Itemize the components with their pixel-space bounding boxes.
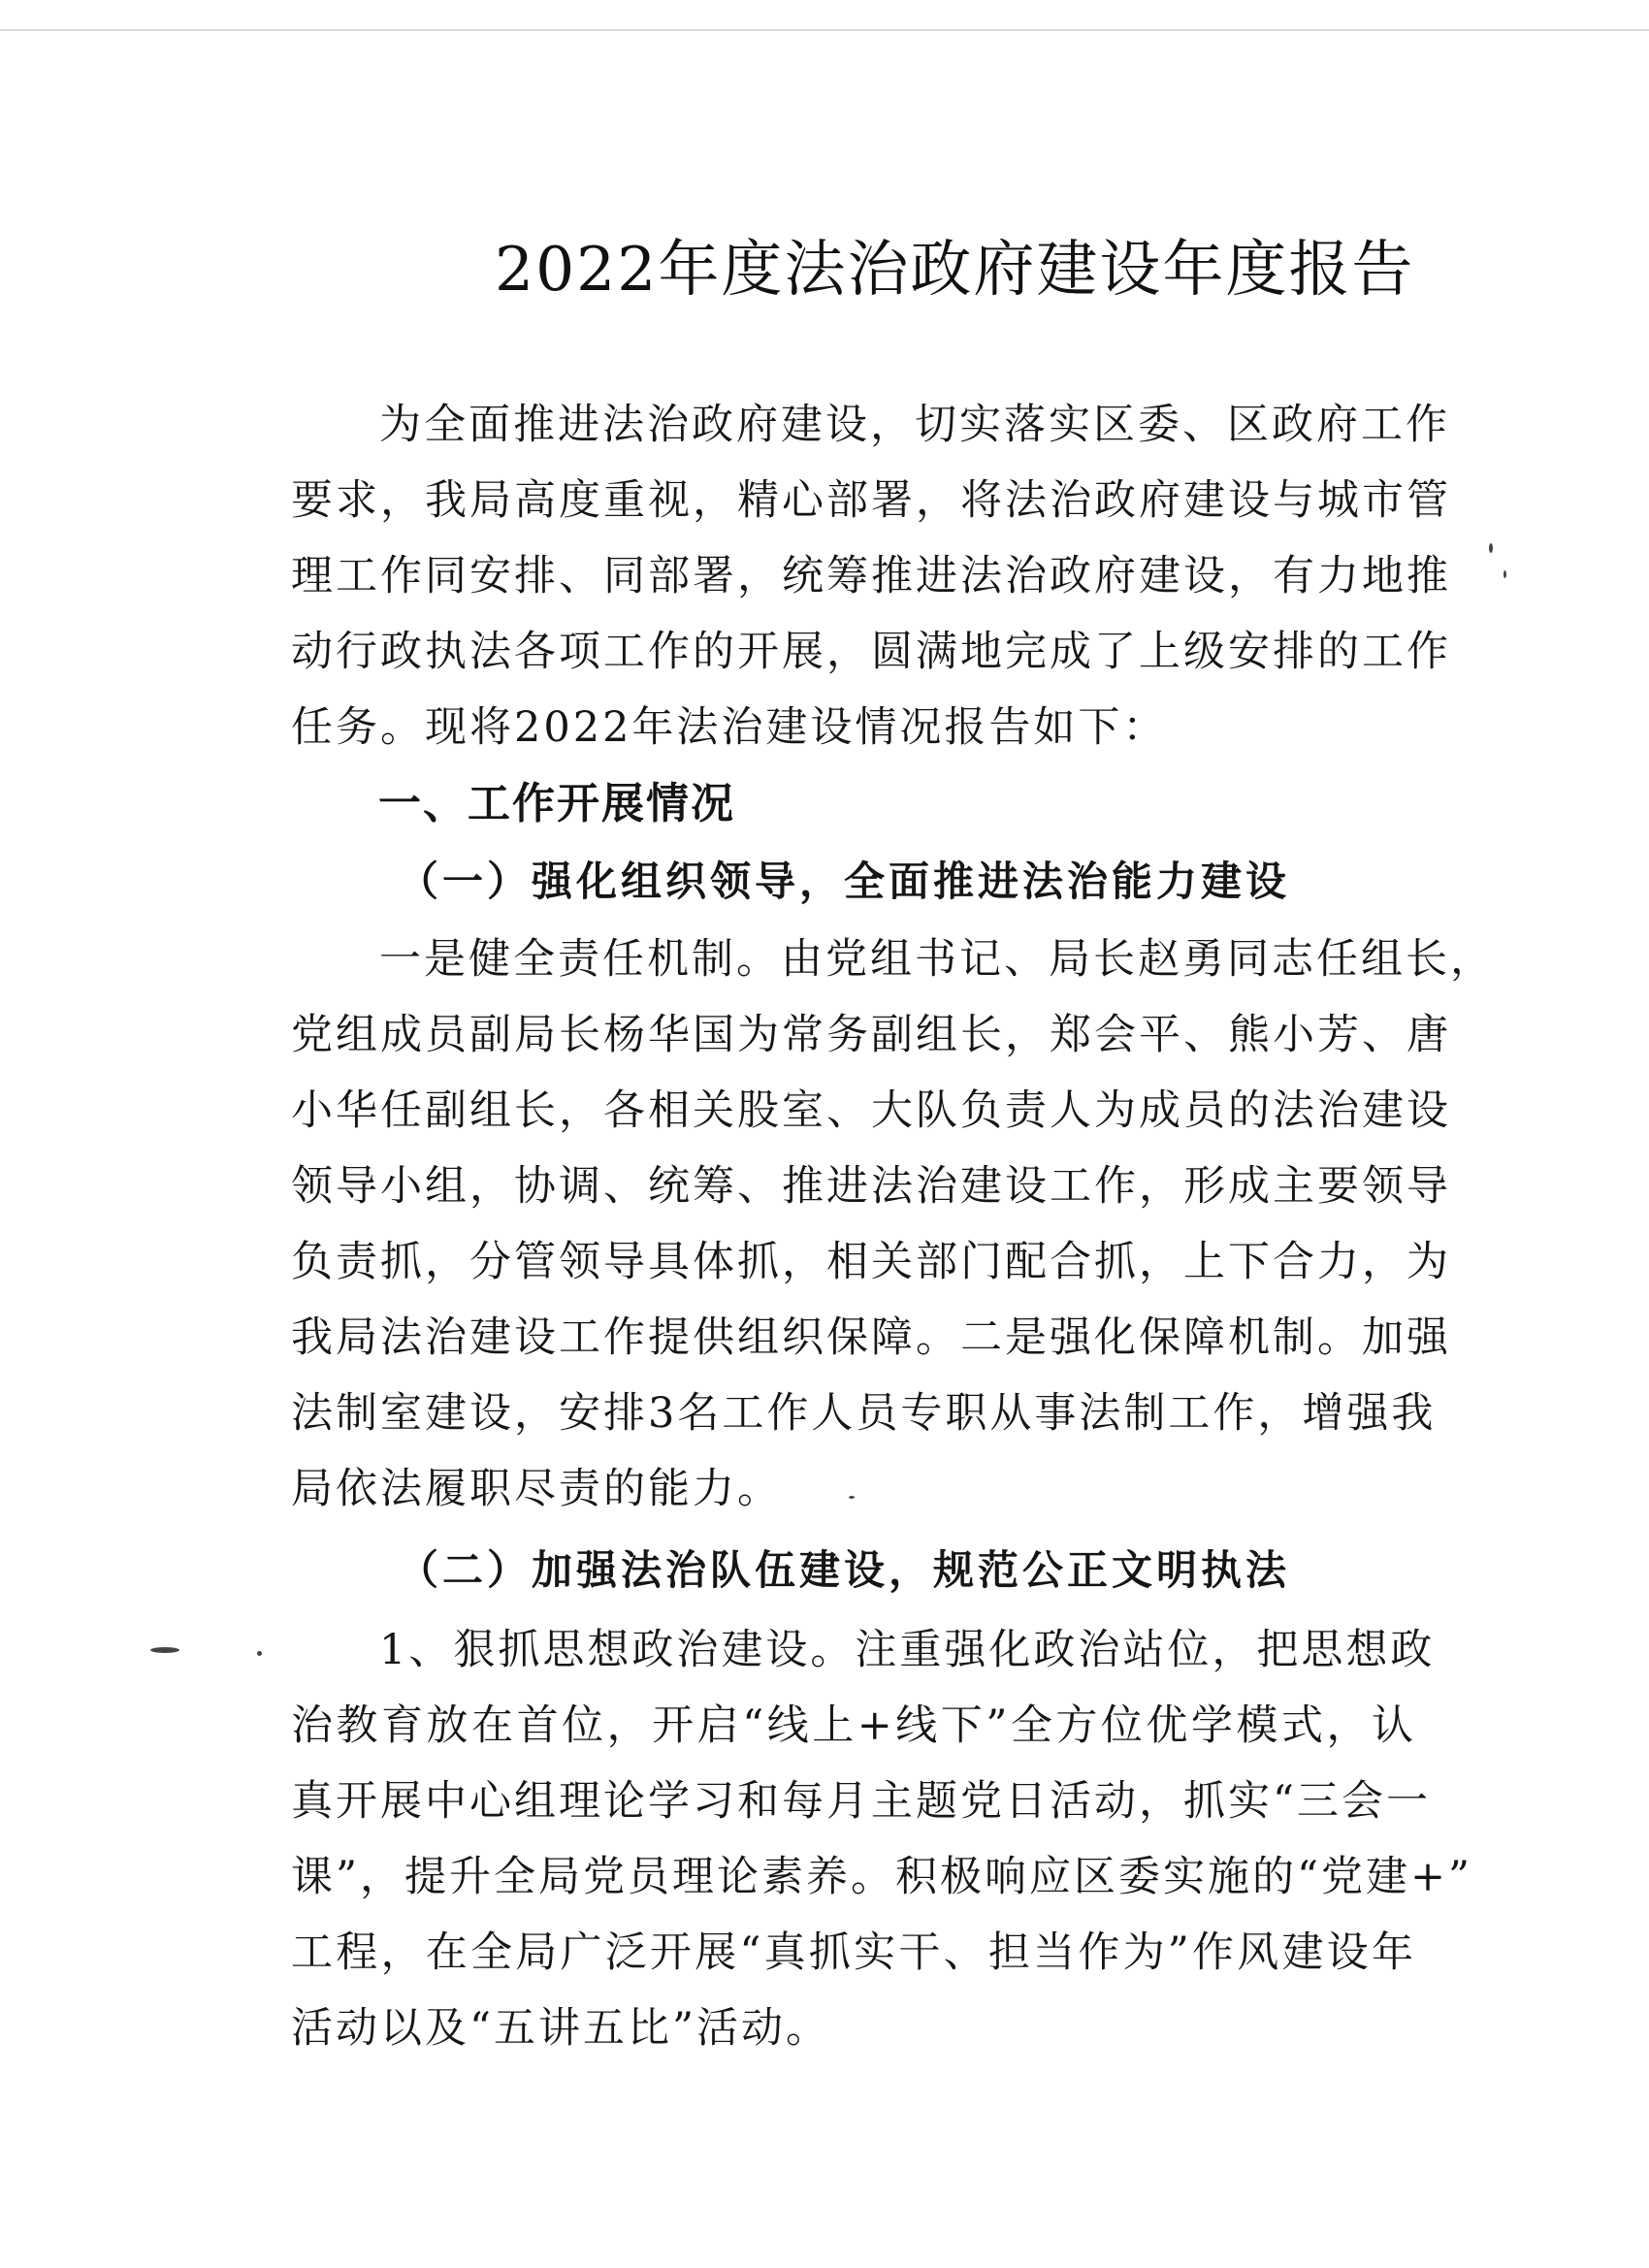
paragraph-line: 我局法治建设工作提供组织保障。二是强化保障机制。加强 xyxy=(291,1313,1451,1362)
intro-line: 理工作同安排、同部署，统筹推进法治政府建设，有力地推 xyxy=(291,552,1451,600)
scan-speck xyxy=(1489,543,1493,553)
intro-line: 任务。现将2022年法治建设情况报告如下： xyxy=(291,703,1168,752)
paragraph-line: 1、狠抓思想政治建设。注重强化政治站位，把思想政 xyxy=(379,1626,1436,1674)
paragraph-line: 局依法履职尽责的能力。 xyxy=(291,1465,782,1513)
paragraph-line: 法制室建设，安排3名工作人员专职从事法制工作，增强我 xyxy=(291,1389,1437,1438)
intro-line: 为全面推进法治政府建设，切实落实区委、区政府工作 xyxy=(379,401,1450,449)
scan-speck xyxy=(1504,570,1506,578)
paragraph-line: 领导小组，协调、统筹、推进法治建设工作，形成主要领导 xyxy=(291,1162,1451,1211)
intro-line: 动行政执法各项工作的开展，圆满地完成了上级安排的工作 xyxy=(291,628,1451,676)
section-heading: 一、工作开展情况 xyxy=(378,779,735,828)
paragraph-line: 一是健全责任机制。由党组书记、局长赵勇同志任组长， xyxy=(379,935,1495,984)
paragraph-line: 治教育放在首位，开启“线上+线下”全方位优学模式，认 xyxy=(291,1701,1416,1750)
paragraph-line: 真开展中心组理论学习和每月主题党日活动，抓实“三会一 xyxy=(291,1777,1431,1826)
paragraph-line: 小华任副组长，各相关股室、大队负责人为成员的法治建设 xyxy=(291,1086,1451,1135)
paragraph-line: 负责抓，分管领导具体抓，相关部门配合抓，上下合力，为 xyxy=(291,1238,1451,1286)
paragraph-line: 活动以及“五讲五比”活动。 xyxy=(291,2004,830,2053)
subsection-heading: （一）强化组织领导，全面推进法治能力建设 xyxy=(398,858,1291,905)
paragraph-line: 课”，提升全局党员理论素养。积极响应区委实施的“党建+” xyxy=(291,1853,1472,1901)
intro-line: 要求，我局高度重视，精心部署，将法治政府建设与城市管 xyxy=(291,476,1451,525)
scan-speck xyxy=(257,1651,262,1656)
subsection-heading: （二）加强法治队伍建设，规范公正文明执法 xyxy=(398,1546,1291,1594)
scan-speck xyxy=(849,1496,855,1499)
scan-speck xyxy=(150,1647,179,1653)
paragraph-line: 工程，在全局广泛开展“真抓实干、担当作为”作风建设年 xyxy=(291,1928,1416,1977)
paragraph-line: 党组成员副局长杨华国为常务副组长，郑会平、熊小芳、唐 xyxy=(291,1011,1451,1059)
document-title: 2022年度法治政府建设年度报告 xyxy=(495,234,1415,305)
